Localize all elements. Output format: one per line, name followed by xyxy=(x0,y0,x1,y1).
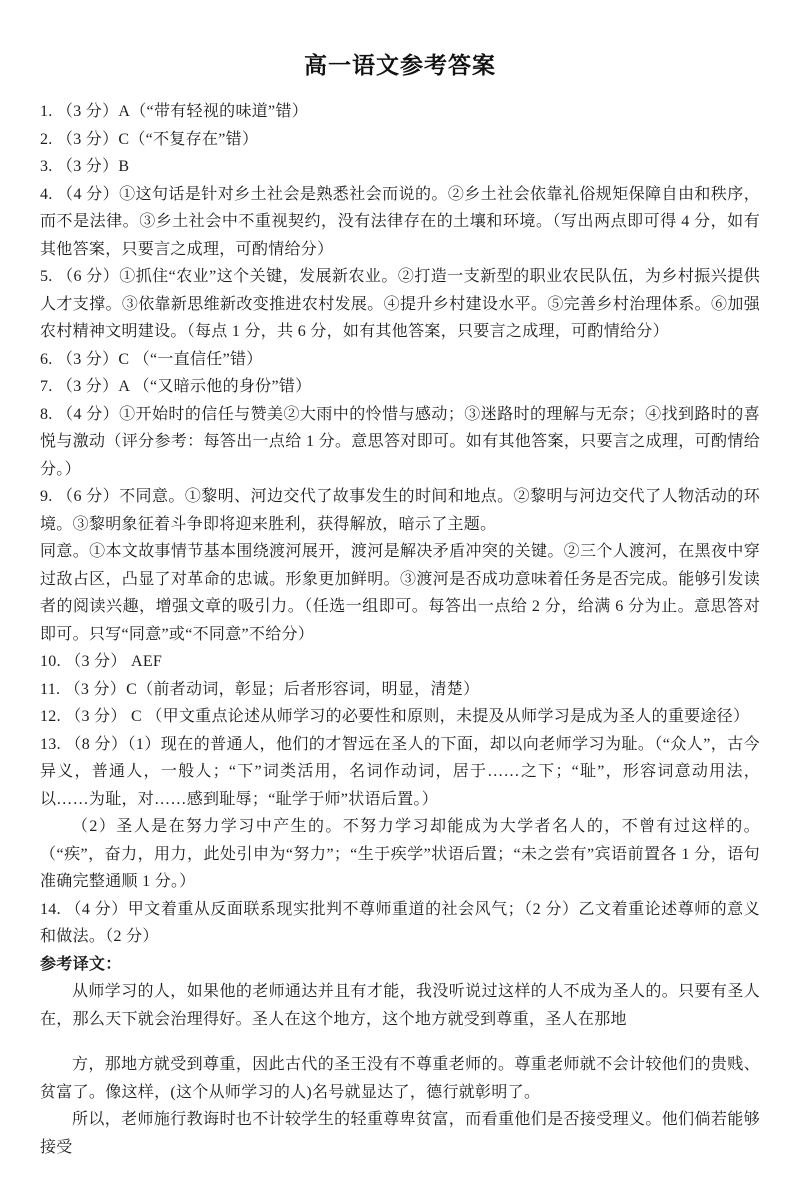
answer-item-2: 2. （3 分）C（“不复存在”错） xyxy=(40,130,259,148)
answer-item-6: 6. （3 分）C （“一直信任”错） xyxy=(40,350,263,368)
page-title: 高一语文参考答案 xyxy=(304,52,496,78)
translation-paragraph-1: 从师学习的人，如果他的老师通达并且有才能，我没听说过这样的人不成为圣人的。只要有圣人在，那么天下就会治理得好。圣人在这个地方，这个地方就受到尊重，圣人在那地 xyxy=(40,983,760,1028)
answer-item-7: 7. （3 分）A （“又暗示他的身份”错） xyxy=(40,378,312,395)
answer-item-11: 11. （3 分）C（前者动词，彰显；后者形容词，明显，清楚） xyxy=(40,680,480,698)
answer-item-12: 12. （3 分） C （甲文重点论述从师学习的必要性和原则，未提及从师学习是成为圣人的重要途径） xyxy=(40,708,750,725)
answer-item-4: 4. （4 分）①这句话是针对乡土社会是熟悉社会而说的。②乡土社会依靠礼俗规矩保障自由和秩序，而不是法律。③乡土社会中不重视契约，没有法律存在的土壤和环境。（写出两点即可得 4 分，如有其他答案，只要言之成理，可酌情给分） xyxy=(40,185,760,258)
translation-heading: 参考译文： xyxy=(40,955,122,973)
answer-item-13-part2: （2）圣人是在努力学习中产生的。不努力学习却能成为大学者名人的，不曾有过这样的。（“疾”，奋力，用力，此处引申为“努力”；“生于疾学”状语后置；“未之尝有”宾语前置各 1 分，语句准确完整通顺 1 分。） xyxy=(40,818,760,890)
answer-item-14: 14. （4 分）甲文着重从反面联系现实批判不尊师重道的社会风气；（2 分）乙文着重论述尊师的意义和做法。（2 分） xyxy=(40,900,760,945)
answer-item-13-part1: 13. （8 分）（1）现在的普通人，他们的才智远在圣人的下面，却以向老师学习为耻。（“众人”，古今异义，普通人，一般人；“下”词类活用，名词作动词，居于……之下；“耻”，形容词意动用法，以……为耻，对……感到耻辱；“耻学于师”状语后置。） xyxy=(40,735,760,808)
translation-paragraph-2: 方，那地方就受到尊重，因此古代的圣王没有不尊重老师的。尊重老师就不会计较他们的贵贱、贫富了。像这样，(这个从师学习的人)名号就显达了，德行就彰明了。 xyxy=(40,1056,760,1101)
answer-item-1: 1. （3 分）A（“带有轻视的味道”错） xyxy=(40,103,309,120)
answer-item-9-agree: 同意。①本文故事情节基本围绕渡河展开，渡河是解决矛盾冲突的关键。②三个人渡河，在黑夜中穿过敌占区，凸显了对革命的忠诚。形象更加鲜明。③渡河是否成功意味着任务是否完成。能够引发读者的阅读兴趣，增强文章的吸引力。（任选一组即可。每答出一点给 2 分，给满 6 分为止。意思答对即可。只写“同意”或“不同意”不给分） xyxy=(40,543,760,643)
answer-item-8: 8. （4 分）①开始时的信任与赞美②大雨中的怜惜与感动；③迷路时的理解与无奈；④找到路时的喜悦与激动（评分参考：每答出一点给 1 分。意思答对即可。如有其他答案，只要言之成理，可酌情给分。） xyxy=(40,405,760,478)
translation-paragraph-3: 所以，老师施行教诲时也不计较学生的轻重尊卑贫富，而看重他们是否接受理义。他们倘若能够接受 xyxy=(40,1111,760,1156)
answer-item-3: 3. （3 分）B xyxy=(40,158,130,175)
answer-item-10: 10. （3 分） AEF xyxy=(40,653,163,670)
answer-item-5: 5. （6 分）①抓住“农业”这个关键，发展新农业。②打造一支新型的职业农民队伍，为乡村振兴提供人才支撑。③依靠新思维新改变推进农村发展。④提升乡村建设水平。⑤完善乡村治理体系。⑥加强农村精神文明建设。（每点 1 分，共 6 分，如有其他答案，只要言之成理，可酌情给分） xyxy=(40,268,760,340)
answer-item-9-disagree: 9. （6 分）不同意。①黎明、河边交代了故事发生的时间和地点。②黎明与河边交代了人物活动的环境。③黎明象征着斗争即将迎来胜利，获得解放，暗示了主题。 xyxy=(40,488,760,533)
